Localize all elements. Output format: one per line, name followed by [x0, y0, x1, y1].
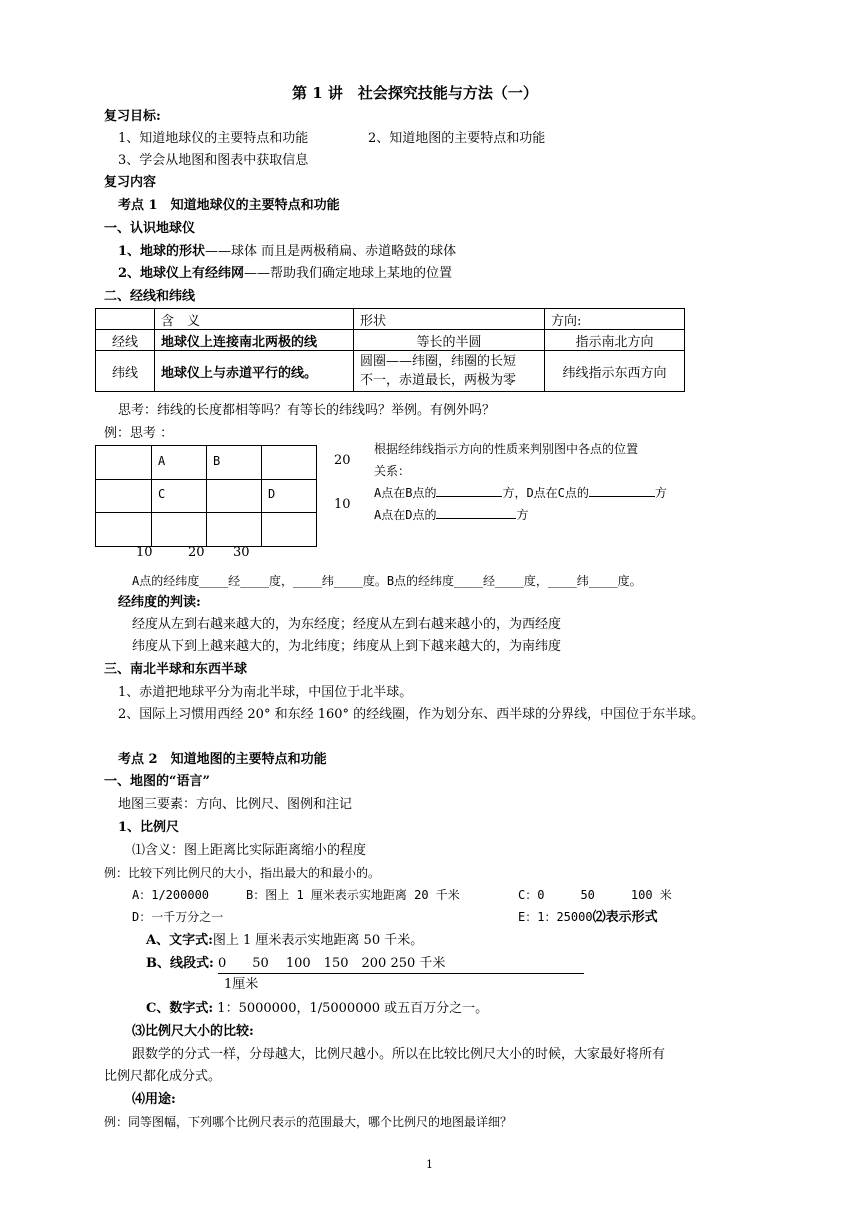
page-number: 1 — [426, 1158, 433, 1171]
question-2: A点在D点的 方 — [374, 508, 529, 522]
example-label: 例：思考 ： — [104, 426, 174, 441]
point-c: C — [158, 487, 166, 501]
header-shape: 形状 — [354, 309, 545, 330]
lon-label-30: 30 — [233, 545, 250, 560]
row-meridian-meaning: 地球仪上连接南北两极的线 — [155, 330, 354, 351]
option-b: B：图上 1 厘米表示实地距离 20 千米 — [246, 888, 460, 902]
row-meridian-shape: 等长的半圆 — [354, 330, 545, 351]
goal-2: 2、知道地图的主要特点和功能 — [368, 131, 546, 146]
scale-example-2: 例：同等图幅，下列哪个比例尺表示的范围最大，哪个比例尺的地图最详细？ — [104, 1115, 513, 1129]
option-c: C：0 50 100 米 — [518, 888, 672, 902]
scale-bar-unit: 1厘米 — [224, 977, 259, 992]
judge-line-1: 经度从左到右越来越大的，为东经度；经度从左到右越来越小的，为西经度 — [132, 617, 562, 632]
meridian-parallel-table — [95, 308, 685, 392]
row-parallel-shape: 圆圈——纬圈，纬圈的长短 不一，赤道最长，两极为零 — [354, 351, 545, 392]
option-a: A：1/200000 — [132, 888, 210, 902]
scale-heading: 1、比例尺 — [118, 820, 180, 835]
review-goal-heading: 复习目标: — [104, 109, 161, 124]
think-question: 思考：纬线的长度都相等吗？有等长的纬线吗？举例。有例外吗？ — [118, 403, 496, 418]
row-meridian-name: 经线 — [96, 330, 155, 351]
kp1-section-1: 一、认识地球仪 — [104, 221, 196, 236]
graticule-line: 2、地球仪上有经纬网——帮助我们确定地球上某地的位置 — [118, 266, 453, 281]
goal-3: 3、学会从地图和图表中获取信息 — [118, 153, 309, 168]
compare-heading: ⑶比例尺大小的比较: — [132, 1024, 254, 1039]
form-b: B、线段式: 0 50 100 150 200 250 千米 — [146, 956, 446, 971]
question-intro-2: 关系： — [374, 464, 411, 478]
page-title: 第 1 讲 社会探究技能与方法（一） — [292, 84, 538, 102]
kp2-section-1: 一、地图的“语言” — [104, 774, 210, 789]
row-parallel-meaning: 地球仪上与赤道平行的线。 — [155, 351, 354, 392]
review-content-heading: 复习内容 — [104, 175, 157, 190]
use-heading: ⑷用途: — [132, 1092, 176, 1107]
scale-definition: ⑴含义：图上距离比实际距离缩小的程度 — [132, 843, 367, 858]
row-parallel-direction: 纬线指示东西方向 — [545, 351, 685, 392]
question-1: A点在B点的 方，D点在C点的 方 — [374, 486, 667, 500]
point-d: D — [268, 487, 276, 501]
option-d: D：一千万分之一 — [132, 910, 224, 924]
lat-label-10: 10 — [334, 497, 351, 512]
point-a: A — [158, 454, 166, 468]
earth-shape-line: 1、地球的形状——球体 而且是两极稍扁、赤道略鼓的球体 — [118, 244, 457, 259]
point-b: B — [213, 454, 221, 468]
coords-question: A点的经纬度____经____度，____纬____度。B点的经纬度____经____度，____纬____度。 — [132, 574, 642, 588]
judge-heading: 经纬度的判读: — [118, 595, 201, 610]
kp1-section-2: 二、经线和纬线 — [104, 289, 196, 304]
compare-line-2: 比例尺都化成分式。 — [104, 1069, 222, 1084]
hemisphere-1: 1、赤道把地球平分为南北半球，中国位于北半球。 — [118, 685, 413, 700]
form-c: C、数字式: 1：5000000，1/5000000 或五百万分之一。 — [146, 1001, 489, 1016]
lat-label-20: 20 — [334, 453, 351, 468]
header-direction: 方向: — [545, 309, 685, 330]
scale-bar-line — [218, 973, 584, 974]
compare-line-1: 跟数学的分式一样，分母越大，比例尺越小。所以在比较比例尺大小的时候，大家最好将所有 — [132, 1047, 666, 1062]
three-elements: 地图三要素：方向、比例尺、图例和注记 — [118, 797, 353, 812]
kp1-section-3: 三、南北半球和东西半球 — [104, 662, 248, 677]
kp2-heading: 考点 2 知道地图的主要特点和功能 — [118, 752, 327, 767]
scale-example-1: 例：比较下列比例尺的大小，指出最大的和最小的。 — [104, 866, 381, 880]
header-meaning: 含 义 — [155, 309, 354, 330]
judge-line-2: 纬度从下到上越来越大的，为北纬度；纬度从上到下越来越大的，为南纬度 — [132, 639, 562, 654]
form-a: A、文字式:图上 1 厘米表示实地距离 50 千米。 — [146, 933, 424, 948]
row-meridian-direction: 指示南北方向 — [545, 330, 685, 351]
row-parallel-name: 纬线 — [96, 351, 155, 392]
lon-label-20: 20 — [188, 545, 205, 560]
lon-label-10: 10 — [136, 545, 153, 560]
kp1-heading: 考点 1 知道地球仪的主要特点和功能 — [118, 198, 340, 213]
question-intro-1: 根据经纬线指示方向的性质来判别图中各点的位置 — [374, 442, 639, 456]
option-e-line: E：1：25000⑵表示形式 — [518, 910, 658, 925]
hemisphere-2: 2、国际上习惯用西经 20° 和东经 160° 的经线圈，作为划分东、西半球的分界线，中国位于东半球。 — [118, 707, 705, 722]
goal-1: 1、知道地球仪的主要特点和功能 — [118, 131, 309, 146]
graticule-grid — [95, 445, 317, 547]
